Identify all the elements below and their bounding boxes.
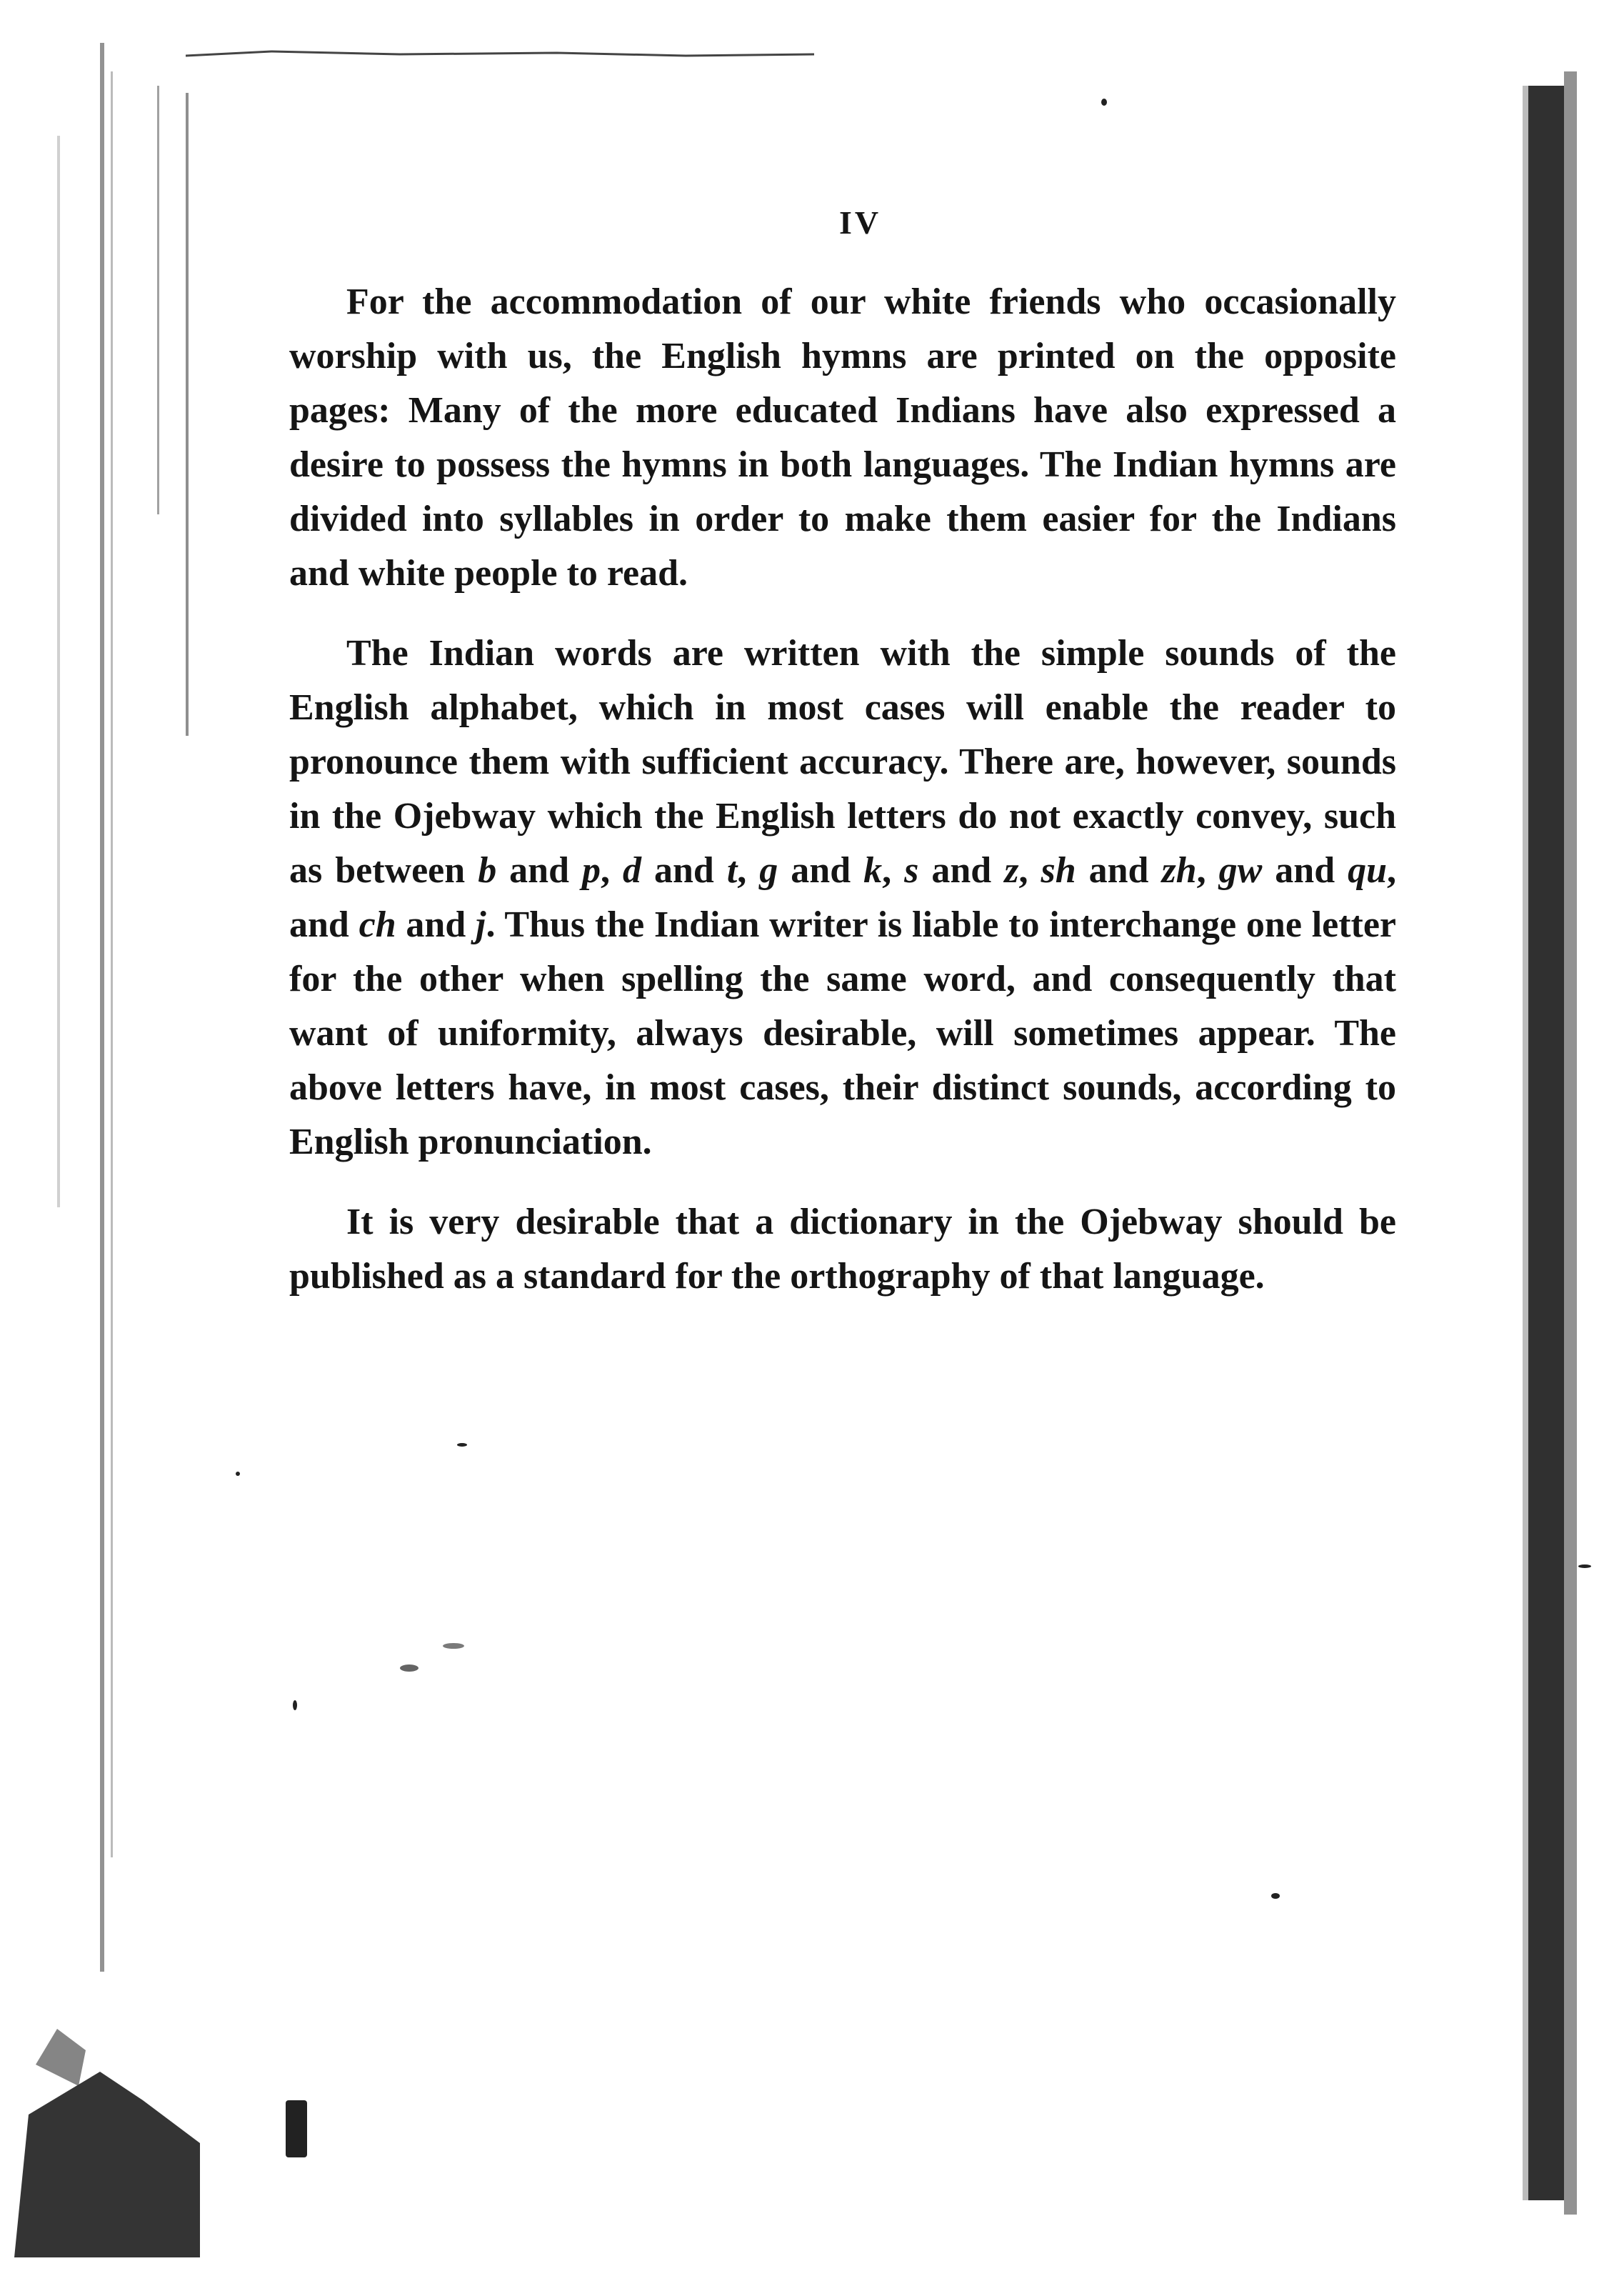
- binding-edge-artifact: [14, 29, 200, 2257]
- ink-speck: [1101, 99, 1107, 106]
- ink-speck: [293, 1700, 297, 1710]
- ink-speck: [443, 1643, 464, 1649]
- paragraph-hymns-note: For the accommodation of our white friends who occasionally worship with us, the English hymns are printed on the opposite pages: Many of the more educated Indians have also expressed a desire to possess the hymns in both languages. The Indian hymns are divided into syllables in order to make them easier for the Indians and white people to read.: [289, 281, 1396, 594]
- ink-speck: [1271, 1893, 1280, 1899]
- page-number: IV: [839, 204, 882, 241]
- letter: d: [623, 850, 642, 891]
- letter: gw: [1218, 850, 1263, 891]
- letter: sh: [1041, 850, 1076, 891]
- ink-speck: [400, 1664, 418, 1672]
- letter: t: [726, 850, 738, 891]
- ink-blot: [286, 2100, 307, 2157]
- paragraph-orthography: The Indian words are written with the simple sounds of the English alphabet, which in most cases will enable the reader to pronounce them with sufficient accuracy. There are, however, sounds in the Ojebway which the English letters do not exactly convey, such as between b and p, d and t, g and k, s and z, sh and zh, gw and qu, and ch and j. Thus the Indian writer is liable to interchange one letter for the other when spelling the same word, and consequently that want of uniformity, always desirable, will sometimes appear. The above letters have, in most cases, their distinct sounds, according to English pronunciation.: [289, 633, 1397, 1162]
- top-edge-artifact: [186, 43, 828, 64]
- right-edge-artifact: [1514, 0, 1624, 2271]
- letter: ch: [359, 904, 396, 945]
- letter: j: [476, 904, 486, 945]
- ink-speck: [236, 1472, 240, 1476]
- paragraph-orthography-rest: Thus the Indian writer is liable to interchange one letter for the other when spelling the same word, and consequently that want of uniformity, always desirable, will sometimes appear. The above letters have, in most cases, their distinct sounds, according to English pronunciation.: [289, 904, 1397, 1162]
- paragraph-dictionary: It is very desirable that a dictionary in the Ojebway should be published as a standard for the orthography of that language.: [289, 1202, 1396, 1297]
- letter: s: [904, 850, 919, 891]
- letter: z: [1004, 850, 1019, 891]
- letter: b: [478, 850, 497, 891]
- letter: zh: [1161, 850, 1197, 891]
- letter: k: [863, 850, 883, 891]
- letter: qu: [1348, 850, 1388, 891]
- paragraph-orthography-intro: The Indian words are written with the simple sounds of the English alphabet, which in most cases will enable the reader to pronounce them with sufficient accuracy. There are, however, sounds in the Ojebway which the English letters do not exactly convey, such as between: [289, 633, 1396, 891]
- letter: p: [582, 850, 601, 891]
- ink-speck: [457, 1443, 467, 1447]
- body-text: [289, 275, 1396, 1329]
- ink-speck: [1578, 1564, 1591, 1568]
- letter: g: [759, 850, 778, 891]
